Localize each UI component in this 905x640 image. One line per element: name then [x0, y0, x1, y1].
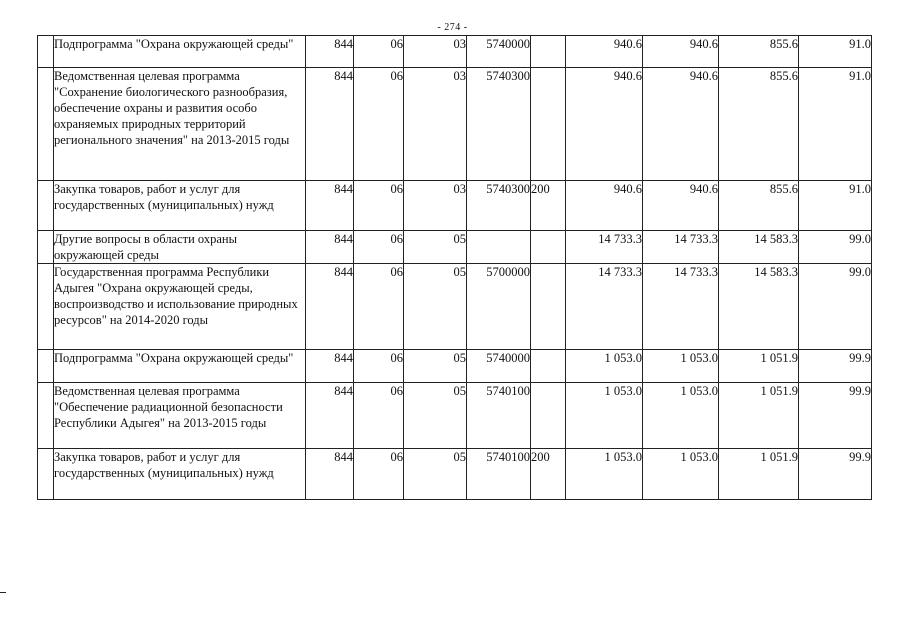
row-blank-cell: [38, 181, 54, 231]
target-article-cell: 5740100: [467, 383, 531, 449]
row-blank-cell: [38, 449, 54, 500]
ministry-code-cell: 844: [306, 449, 354, 500]
percent-executed-cell: 91.0: [799, 68, 872, 181]
target-article-cell: 5740100: [467, 449, 531, 500]
ministry-code-cell: 844: [306, 36, 354, 68]
expense-type-cell: [531, 383, 566, 449]
amount-adjusted-cell: 14 733.3: [643, 264, 719, 350]
percent-executed-cell: 99.9: [799, 383, 872, 449]
amount-executed-cell: 1 051.9: [719, 350, 799, 383]
amount-executed-cell: 14 583.3: [719, 231, 799, 264]
item-name-cell: Ведомственная целевая программа "Обеспечение радиационной безопасности Республики Адыгея" на 2013-2015 годы: [54, 383, 306, 449]
amount-adjusted-cell: 940.6: [643, 36, 719, 68]
subsection-cell: 03: [404, 68, 467, 181]
target-article-cell: 5700000: [467, 264, 531, 350]
amount-plan-cell: 1 053.0: [566, 449, 643, 500]
amount-adjusted-cell: 1 053.0: [643, 449, 719, 500]
row-blank-cell: [38, 383, 54, 449]
percent-executed-cell: 99.9: [799, 350, 872, 383]
ministry-code-cell: 844: [306, 264, 354, 350]
section-cell: 06: [354, 36, 404, 68]
expense-type-cell: [531, 350, 566, 383]
item-name-cell: Другие вопросы в области охраны окружающей среды: [54, 231, 306, 264]
target-article-cell: 5740300: [467, 68, 531, 181]
subsection-cell: 05: [404, 264, 467, 350]
amount-plan-cell: 940.6: [566, 36, 643, 68]
subsection-cell: 05: [404, 449, 467, 500]
expense-type-cell: [531, 36, 566, 68]
margin-mark: [0, 592, 6, 593]
amount-adjusted-cell: 1 053.0: [643, 383, 719, 449]
ministry-code-cell: 844: [306, 68, 354, 181]
amount-executed-cell: 855.6: [719, 68, 799, 181]
amount-plan-cell: 14 733.3: [566, 231, 643, 264]
row-blank-cell: [38, 350, 54, 383]
expense-type-cell: 200: [531, 449, 566, 500]
percent-executed-cell: 99.0: [799, 264, 872, 350]
section-cell: 06: [354, 449, 404, 500]
amount-plan-cell: 14 733.3: [566, 264, 643, 350]
subsection-cell: 03: [404, 181, 467, 231]
amount-executed-cell: 855.6: [719, 36, 799, 68]
item-name-cell: Государственная программа Республики Адыгея "Охрана окружающей среды, воспроизводство и использование природных ресурсов" на 2014-2020 годы: [54, 264, 306, 350]
amount-plan-cell: 1 053.0: [566, 350, 643, 383]
table-row: [38, 350, 872, 383]
section-cell: 06: [354, 383, 404, 449]
section-cell: 06: [354, 264, 404, 350]
table-row: [38, 181, 872, 231]
subsection-cell: 03: [404, 36, 467, 68]
target-article-cell: 5740300: [467, 181, 531, 231]
percent-executed-cell: 99.9: [799, 449, 872, 500]
item-name-cell: Ведомственная целевая программа "Сохранение биологического разнообразия, обеспечение охраны и развития особо охраняемых природных территорий регионального значения" на 2013-2015 годы: [54, 68, 306, 181]
target-article-cell: 5740000: [467, 350, 531, 383]
item-name-cell: Закупка товаров, работ и услуг для государственных (муниципальных) нужд: [54, 449, 306, 500]
section-cell: 06: [354, 68, 404, 181]
row-blank-cell: [38, 68, 54, 181]
percent-executed-cell: 91.0: [799, 36, 872, 68]
ministry-code-cell: 844: [306, 383, 354, 449]
amount-plan-cell: 1 053.0: [566, 383, 643, 449]
row-blank-cell: [38, 231, 54, 264]
item-name-cell: Закупка товаров, работ и услуг для государственных (муниципальных) нужд: [54, 181, 306, 231]
table-row: [38, 36, 872, 68]
amount-adjusted-cell: 14 733.3: [643, 231, 719, 264]
table-row: [38, 231, 872, 264]
amount-plan-cell: 940.6: [566, 68, 643, 181]
target-article-cell: [467, 231, 531, 264]
table-row: [38, 383, 872, 449]
target-article-cell: 5740000: [467, 36, 531, 68]
amount-adjusted-cell: 940.6: [643, 68, 719, 181]
budget-table: [37, 35, 872, 500]
amount-executed-cell: 855.6: [719, 181, 799, 231]
item-name-cell: Подпрограмма "Охрана окружающей среды": [54, 350, 306, 383]
amount-executed-cell: 14 583.3: [719, 264, 799, 350]
amount-executed-cell: 1 051.9: [719, 383, 799, 449]
ministry-code-cell: 844: [306, 181, 354, 231]
expense-type-cell: 200: [531, 181, 566, 231]
amount-adjusted-cell: 940.6: [643, 181, 719, 231]
ministry-code-cell: 844: [306, 231, 354, 264]
subsection-cell: 05: [404, 383, 467, 449]
percent-executed-cell: 99.0: [799, 231, 872, 264]
section-cell: 06: [354, 181, 404, 231]
amount-plan-cell: 940.6: [566, 181, 643, 231]
section-cell: 06: [354, 350, 404, 383]
row-blank-cell: [38, 264, 54, 350]
amount-executed-cell: 1 051.9: [719, 449, 799, 500]
row-blank-cell: [38, 36, 54, 68]
expense-type-cell: [531, 231, 566, 264]
table-row: [38, 68, 872, 181]
table-row: [38, 449, 872, 500]
percent-executed-cell: 91.0: [799, 181, 872, 231]
page-number: - 274 -: [437, 22, 468, 33]
expense-type-cell: [531, 68, 566, 181]
ministry-code-cell: 844: [306, 350, 354, 383]
subsection-cell: 05: [404, 231, 467, 264]
amount-adjusted-cell: 1 053.0: [643, 350, 719, 383]
expense-type-cell: [531, 264, 566, 350]
table-row: [38, 264, 872, 350]
item-name-cell: Подпрограмма "Охрана окружающей среды": [54, 36, 306, 68]
subsection-cell: 05: [404, 350, 467, 383]
section-cell: 06: [354, 231, 404, 264]
